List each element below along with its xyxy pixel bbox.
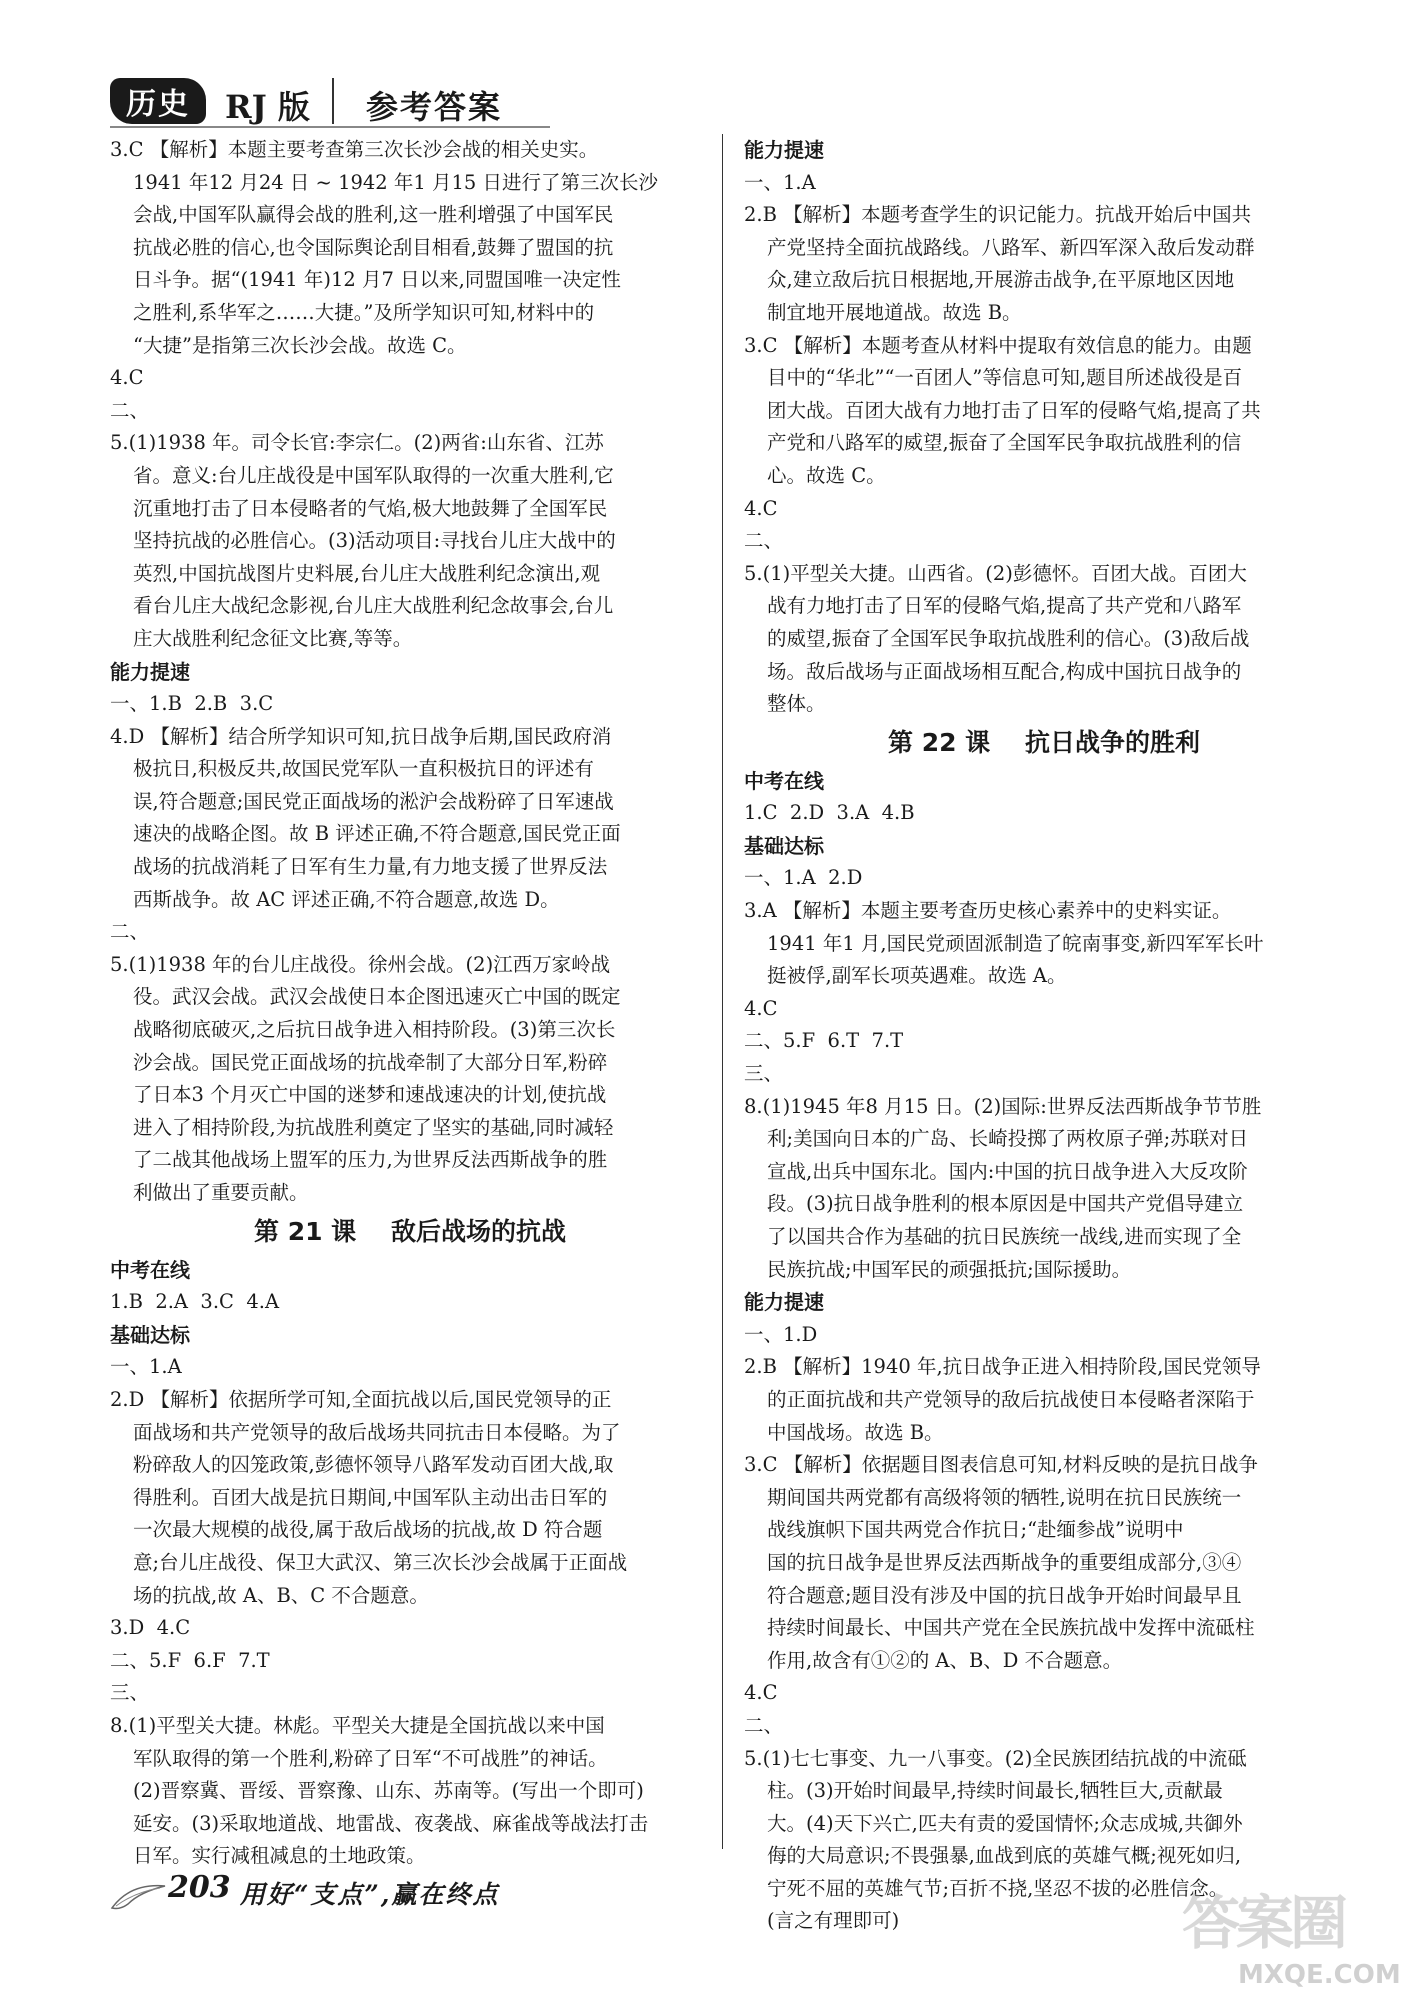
answer-line: 1.B 2.A 3.C 4.A — [110, 1290, 280, 1314]
answer-line: 了以国共合作为基础的抗日民族统一战线,进而实现了全 — [767, 1225, 1242, 1248]
subject-badge: 历史 — [110, 78, 206, 124]
answer-line: 二、 — [110, 920, 150, 944]
answer-line: (2)晋察冀、晋绥、晋察豫、山东、苏南等。(写出一个即可) — [133, 1779, 644, 1803]
answer-line: 了二战其他战场上盟军的压力,为世界反法西斯战争的胜 — [133, 1148, 608, 1172]
answer-line: 民族抗战;中国军民的顽强抵抗;国际援助。 — [767, 1257, 1132, 1281]
answer-line: 1941 年1 月,国民党顽固派制造了皖南事变,新四军军长叶 — [767, 931, 1264, 955]
answer-line: 面战场和共产党领导的敌后战场共同抗击日本侵略。为了 — [133, 1420, 621, 1444]
answer-line: 英烈,中国抗战图片史料展,台儿庄大战胜利纪念演出,观 — [133, 561, 601, 585]
answer-line: 4.C — [744, 496, 778, 520]
section-heading: 基础达标 — [744, 833, 824, 858]
answer-line: 期间国共两党都有高级将领的牺牲,说明在抗日民族统一 — [767, 1485, 1242, 1509]
answer-line: 大。(4)天下兴亡,匹夫有责的爱国情怀;众志成城,共御外 — [767, 1811, 1243, 1835]
answer-line: 了日本3 个月灭亡中国的迷梦和速战速决的计划,使抗战 — [133, 1083, 607, 1107]
page-number: 203 — [168, 1870, 231, 1905]
answer-line: 沉重地打击了日本侵略者的气焰,极大地鼓舞了全国军民 — [133, 496, 608, 520]
page-footer — [110, 1868, 630, 1918]
answer-line: 役。武汉会战。武汉会战使日本企图迅速灭亡中国的既定 — [133, 985, 621, 1009]
answer-line: 宁死不屈的英雄气节;百折不挠,坚忍不拔的必胜信念。 — [767, 1876, 1229, 1900]
answer-line: 3.C 【解析】本题考查从材料中提取有效信息的能力。由题 — [744, 333, 1252, 357]
answer-line: 3.C 【解析】本题主要考查第三次长沙会战的相关史实。 — [110, 138, 599, 161]
answer-line: 一、1.A 2.D — [744, 866, 863, 890]
header-rule — [110, 126, 550, 128]
answer-line: 得胜利。百团大战是抗日期间,中国军队主动出击日军的 — [133, 1485, 608, 1509]
edition-label: RJ 版 — [225, 88, 310, 126]
answer-line: 的正面抗战和共产党领导的敌后抗战使日本侵略者深陷于 — [767, 1387, 1255, 1411]
header-title: 参考答案 — [366, 88, 503, 126]
answer-line: 坚持抗战的必胜信心。(3)活动项目:寻找台儿庄大战中的 — [133, 529, 616, 553]
answer-line: 日军。实行减租减息的土地政策。 — [133, 1844, 426, 1868]
answer-line: 沙会战。国民党正面战场的抗战牵制了大部分日军,粉碎 — [133, 1050, 608, 1074]
answer-line: 误,符合题意;国民党正面战场的淞沪会战粉碎了日军速战 — [133, 789, 614, 813]
answer-line: 利做出了重要贡献。 — [133, 1181, 309, 1204]
answer-line: 4.C — [744, 1681, 778, 1705]
answer-line: 作用,故含有①②的 A、B、D 不合题意。 — [767, 1648, 1123, 1672]
answer-line: 3.A 【解析】本题主要考查历史核心素养中的史料实证。 — [744, 899, 1232, 923]
answer-line: 2.B 【解析】1940 年,抗日战争正进入相持阶段,国民党领导 — [744, 1355, 1261, 1379]
answer-line: 一次最大规模的战役,属于敌后战场的抗战,故 D 符合题 — [133, 1518, 603, 1542]
section-heading: 中考在线 — [744, 768, 824, 793]
answer-line: 会战,中国军队赢得会战的胜利,这一胜利增强了中国军民 — [133, 203, 614, 227]
answer-line: 心。故选 C。 — [767, 463, 886, 487]
answer-line: 4.D 【解析】结合所学知识可知,抗日战争后期,国民政府消 — [110, 724, 612, 748]
answer-line: 一、1.D — [744, 1322, 818, 1346]
lesson-title: 第 22 课 抗日战争的胜利 — [887, 727, 1200, 757]
section-heading: 中考在线 — [110, 1257, 190, 1282]
answer-line: 三、 — [744, 1062, 784, 1086]
answer-line: 8.(1)1945 年8 月15 日。(2)国际:世界反法西斯战争节节胜 — [744, 1094, 1262, 1118]
answer-line: 场。敌后战场与正面战场相互配合,构成中国抗日战争的 — [767, 659, 1242, 683]
answer-line: 意;台儿庄战役、保卫大武汉、第三次长沙会战属于正面战 — [133, 1550, 628, 1574]
left-column — [110, 134, 710, 1873]
section-heading: 能力提速 — [744, 1290, 824, 1315]
answer-line: 4.C — [110, 366, 144, 390]
answer-line: 2.D 【解析】依据所学可知,全面抗战以后,国民党领导的正 — [110, 1387, 612, 1411]
watermark-text: 答案圈 — [1182, 1889, 1345, 1957]
answer-line: 战线旗帜下国共两党合作抗日;“赴缅参战”说明中 — [767, 1518, 1184, 1542]
answer-line: 进入了相持阶段,为抗战胜利奠定了坚实的基础,同时减轻 — [133, 1115, 614, 1139]
answer-line: 抗战必胜的信心,也令国际舆论刮目相看,鼓舞了盟国的抗 — [133, 235, 614, 259]
answer-line: 二、5.F 6.T 7.T — [744, 1029, 904, 1053]
answer-line: 国的抗日战争是世界反法西斯战争的重要组成部分,③④ — [767, 1550, 1242, 1574]
section-heading: 能力提速 — [744, 138, 824, 162]
answer-line: 5.(1)1938 年的台儿庄战役。徐州会战。(2)江西万家岭战 — [110, 952, 611, 976]
answer-line: 侮的大局意识;不畏强暴,血战到底的英雄气概;视死如归, — [767, 1844, 1242, 1868]
answer-line: 三、 — [110, 1681, 150, 1705]
answer-line: 一、1.B 2.B 3.C — [110, 692, 274, 716]
answer-line: 众,建立敌后抗日根据地,开展游击战争,在平原地区因地 — [767, 268, 1235, 292]
answer-line: 二、 — [744, 1713, 784, 1737]
answer-line: 团大战。百团大战有力地打击了日军的侵略气焰,提高了共 — [767, 398, 1261, 422]
answer-line: 场的抗战,故 A、B、C 不合题意。 — [133, 1583, 429, 1607]
answer-line: 3.D 4.C — [110, 1616, 191, 1640]
answer-line: 4.C — [744, 996, 778, 1020]
answer-line: 中国战场。故选 B。 — [767, 1420, 944, 1444]
watermark-url: MXQE.COM — [1238, 1960, 1401, 1990]
answer-line: “大捷”是指第三次长沙会战。故选 C。 — [133, 333, 467, 357]
feather-decoration-icon — [110, 1878, 170, 1918]
answer-line: 5.(1)七七事变、九一八事变。(2)全民族团结抗战的中流砥 — [744, 1746, 1247, 1770]
answer-line: 西斯战争。故 AC 评述正确,不符合题意,故选 D。 — [133, 887, 560, 911]
answer-line: 1941 年12 月24 日 ~ 1942 年1 月15 日进行了第三次长沙 — [133, 170, 659, 194]
answer-line: 二、 — [744, 529, 784, 553]
answer-line: 军队取得的第一个胜利,粉碎了日军“不可战胜”的神话。 — [133, 1746, 608, 1770]
answer-line: 柱。(3)开始时间最早,持续时间最长,牺牲巨大,贡献最 — [767, 1779, 1223, 1803]
answer-line: 庄大战胜利纪念征文比赛,等等。 — [133, 626, 413, 650]
answer-line: 的威望,振奋了全国军民争取抗战胜利的信心。(3)敌后战 — [767, 626, 1250, 650]
page-header — [110, 74, 560, 130]
answer-line: 速决的战略企图。故 B 评述正确,不符合题意,国民党正面 — [133, 822, 621, 846]
answer-line: 制宜地开展地道战。故选 B。 — [767, 300, 1022, 324]
answer-line: 二、5.F 6.F 7.T — [110, 1648, 270, 1672]
watermark-logo — [1178, 1870, 1401, 1990]
footer-slogan: 用好“支点”,赢在终点 — [240, 1880, 500, 1909]
answer-line: 延安。(3)采取地道战、地雷战、夜袭战、麻雀战等战法打击 — [133, 1811, 649, 1835]
right-column — [744, 134, 1344, 1938]
answer-line: 段。(3)抗日战争胜利的根本原因是中国共产党倡导建立 — [767, 1192, 1244, 1216]
answer-line: 目中的“华北”“一百团人”等信息可知,题目所述战役是百 — [767, 366, 1243, 390]
header-divider — [332, 78, 334, 124]
answer-line: 战场的抗战消耗了日军有生力量,有力地支援了世界反法 — [133, 855, 608, 879]
section-heading: 基础达标 — [110, 1322, 190, 1347]
answer-line: 整体。 — [767, 692, 826, 716]
answer-line: 粉碎敌人的囚笼政策,彭德怀领导八路军发动百团大战,取 — [133, 1453, 614, 1477]
column-divider — [722, 134, 723, 1849]
answer-line: 持续时间最长、中国共产党在全民族抗战中发挥中流砥柱 — [767, 1616, 1255, 1640]
answer-line: 符合题意;题目没有涉及中国的抗日战争开始时间最早且 — [767, 1583, 1242, 1607]
answer-line: 战有力地打击了日军的侵略气焰,提高了共产党和八路军 — [767, 594, 1242, 618]
answer-line: 挺被俘,副军长项英遇难。故选 A。 — [767, 964, 1067, 988]
answer-line: 战略彻底破灭,之后抗日战争进入相持阶段。(3)第三次长 — [133, 1018, 616, 1042]
answer-line: 利;美国向日本的广岛、长崎投掷了两枚原子弹;苏联对日 — [767, 1127, 1249, 1151]
answer-line: 宣战,出兵中国东北。国内:中国的抗日战争进入大反攻阶 — [767, 1159, 1248, 1183]
answer-line: 二、 — [110, 398, 150, 422]
lesson-title: 第 21 课 敌后战场的抗战 — [253, 1216, 566, 1246]
answer-line: 产党和八路军的威望,振奋了全国军民争取抗战胜利的信 — [767, 431, 1242, 455]
answer-line: 之胜利,系华军之……大捷。”及所学知识可知,材料中的 — [133, 300, 595, 324]
section-heading: 能力提速 — [110, 659, 190, 684]
answer-line: 3.C 【解析】依据题目图表信息可知,材料反映的是抗日战争 — [744, 1453, 1258, 1477]
answer-line: 8.(1)平型关大捷。林彪。平型关大捷是全国抗战以来中国 — [110, 1713, 605, 1737]
answer-line: (言之有理即可) — [767, 1909, 900, 1933]
answer-line: 产党坚持全面抗战路线。八路军、新四军深入敌后发动群 — [767, 235, 1255, 259]
answer-line: 2.B 【解析】本题考查学生的识记能力。抗战开始后中国共 — [744, 203, 1252, 227]
answer-line: 1.C 2.D 3.A 4.B — [744, 801, 915, 825]
answer-line: 省。意义:台儿庄战役是中国军队取得的一次重大胜利,它 — [133, 463, 614, 487]
answer-line: 极抗日,积极反共,故国民党军队一直积极抗日的评述有 — [133, 757, 594, 781]
answer-line: 看台儿庄大战纪念影视,台儿庄大战胜利纪念故事会,台儿 — [133, 594, 614, 618]
answer-line: 日斗争。据“(1941 年)12 月7 日以来,同盟国唯一决定性 — [133, 268, 621, 292]
answer-line: 5.(1)平型关大捷。山西省。(2)彭德怀。百团大战。百团大 — [744, 561, 1247, 585]
answer-line: 一、1.A — [110, 1355, 182, 1379]
answer-line: 一、1.A — [744, 170, 816, 194]
answer-line: 5.(1)1938 年。司令长官:李宗仁。(2)两省:山东省、江苏 — [110, 431, 604, 455]
